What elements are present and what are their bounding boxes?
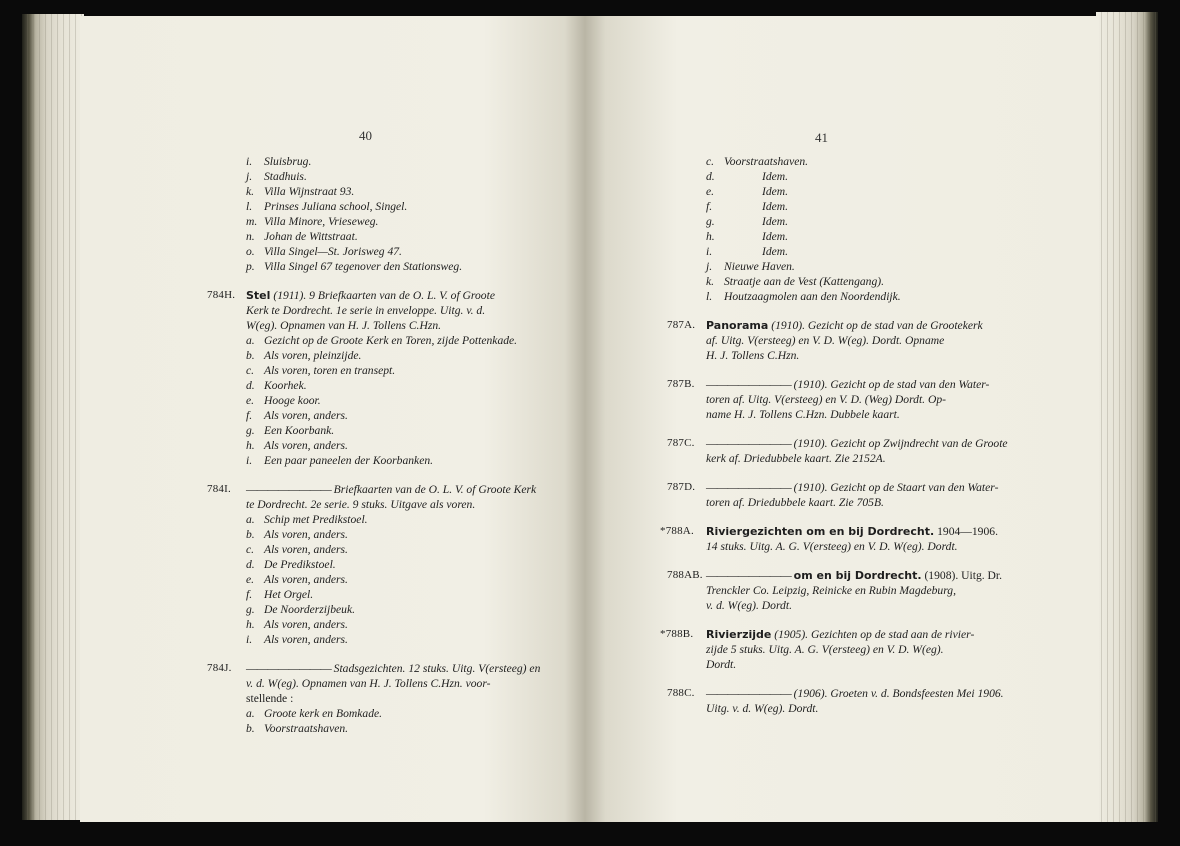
list-item-text: Idem. bbox=[762, 230, 789, 243]
list-item-letter: h. bbox=[246, 439, 255, 452]
list-item-letter: l. bbox=[246, 200, 253, 213]
list-item-letter: l. bbox=[706, 290, 713, 303]
list-item-letter: b. bbox=[246, 349, 255, 362]
entry-line: toren af. Uitg. V(ersteeg) en V. D. (Weg) Dordt. Op- bbox=[706, 393, 946, 406]
list-item-text: Als voren, anders. bbox=[264, 633, 348, 646]
entry-line: af. Uitg. V(ersteeg) en V. D. W(eg). Dordt. Opname bbox=[706, 334, 945, 347]
list-item bbox=[164, 572, 549, 587]
list-item-text: Idem. bbox=[762, 185, 789, 198]
list-item-text: Als voren, anders. bbox=[264, 439, 348, 452]
list-item bbox=[164, 617, 549, 632]
entry-line: (1910). Gezicht op de Staart van den Water- bbox=[793, 481, 999, 494]
list-item bbox=[164, 632, 549, 647]
list-item-letter: o. bbox=[246, 245, 255, 258]
list-item-letter: f. bbox=[246, 588, 253, 601]
entry-title: Stel bbox=[246, 289, 271, 302]
list-item-text: De Predikstoel. bbox=[264, 558, 336, 571]
entry-dash: ———————— bbox=[246, 483, 331, 496]
list-item-text: Hooge koor. bbox=[264, 394, 321, 407]
list-item-text: Koorhek. bbox=[264, 379, 307, 392]
list-item-letter: h. bbox=[706, 230, 715, 243]
list-item-text: Een Koorbank. bbox=[264, 424, 335, 437]
entry-line: Stadsgezichten. 12 stuks. Uitg. V(ersteeg) en bbox=[333, 662, 541, 675]
list-item-text: Als voren, anders. bbox=[264, 543, 348, 556]
list-item bbox=[624, 169, 1010, 184]
list-item-text: Een paar paneelen der Koorbanken. bbox=[264, 454, 434, 467]
list-item-text: Als voren, pleinzijde. bbox=[264, 349, 362, 362]
list-item bbox=[624, 199, 1010, 214]
list-item-letter: d. bbox=[246, 558, 255, 571]
list-item-letter: k. bbox=[706, 275, 715, 288]
list-item-text: Gezicht op de Groote Kerk en Toren, zijde Pottenkade. bbox=[264, 334, 518, 347]
entry-title: Riviergezichten om en bij Dordrecht. bbox=[706, 525, 935, 538]
list-item-text: Johan de Wittstraat. bbox=[264, 230, 358, 243]
list-item bbox=[164, 602, 549, 617]
list-item bbox=[164, 393, 549, 408]
list-item-letter: f. bbox=[246, 409, 253, 422]
list-item-text: Als voren, anders. bbox=[264, 409, 348, 422]
list-item-text: Idem. bbox=[762, 215, 789, 228]
list-item-text: Voorstraatshaven. bbox=[264, 722, 349, 735]
list-item bbox=[164, 169, 549, 184]
list-item-text: De Noorderzijbeuk. bbox=[264, 603, 356, 616]
list-item bbox=[164, 244, 549, 259]
list-item-letter: i. bbox=[706, 245, 713, 258]
entry-788c bbox=[624, 686, 1010, 716]
list-item-text: Sluisbrug. bbox=[264, 155, 312, 168]
entry-line: (1910). Gezicht op de stad van de Grootekerk bbox=[771, 319, 983, 332]
entry-line: Briefkaarten van de O. L. V. of Groote Kerk bbox=[333, 483, 537, 496]
list-item-letter: i. bbox=[246, 454, 253, 467]
list-item-letter: g. bbox=[706, 215, 715, 228]
list-item bbox=[164, 587, 549, 602]
list-item bbox=[164, 408, 549, 423]
left-page-edges bbox=[22, 14, 84, 820]
list-item bbox=[164, 453, 549, 468]
list-item-letter: i. bbox=[246, 633, 253, 646]
list-item bbox=[164, 706, 549, 721]
list-item-letter: c. bbox=[246, 364, 255, 377]
entry-code: 787B. bbox=[667, 378, 695, 390]
entry-line: (1911). 9 Briefkaarten van de O. L. V. of Groote bbox=[273, 289, 495, 302]
list-item-letter: c. bbox=[706, 155, 715, 168]
entry-787c bbox=[624, 436, 1010, 466]
entry-line: zijde 5 stuks. Uitg. A. G. V(ersteeg) en V. D. W(eg). bbox=[706, 643, 944, 656]
entry-line: 14 stuks. Uitg. A. G. V(ersteeg) en V. D. W(eg). Dordt. bbox=[706, 540, 958, 553]
list-item-letter: i. bbox=[246, 155, 253, 168]
list-item bbox=[164, 438, 549, 453]
list-item-text: Idem. bbox=[762, 200, 789, 213]
list-item bbox=[164, 378, 549, 393]
entry-787d bbox=[624, 480, 1010, 510]
entry-788a bbox=[624, 524, 1010, 554]
entry-code: 787D. bbox=[667, 481, 696, 493]
list-item-letter: d. bbox=[706, 170, 715, 183]
list-item-text: Villa Minore, Vrieseweg. bbox=[264, 215, 379, 228]
list-item bbox=[624, 184, 1010, 199]
list-item-letter: c. bbox=[246, 543, 255, 556]
list-item bbox=[164, 259, 549, 274]
list-item-letter: g. bbox=[246, 603, 255, 616]
list-item bbox=[164, 199, 549, 214]
list-item-letter: g. bbox=[246, 424, 255, 437]
list-item-text: Groote kerk en Bomkade. bbox=[264, 707, 383, 720]
entry-line: (1905). Gezichten op de stad aan de rivier- bbox=[774, 628, 975, 641]
list-item bbox=[624, 214, 1010, 229]
list-item-letter: p. bbox=[246, 260, 255, 273]
entry-code: 784I. bbox=[207, 483, 231, 495]
list-item-text: Voorstraatshaven. bbox=[724, 155, 809, 168]
left-page-number: 40 bbox=[359, 128, 372, 143]
entry-787a bbox=[624, 318, 1010, 363]
list-item bbox=[164, 542, 549, 557]
list-item-letter: n. bbox=[246, 230, 255, 243]
entry-line: Uitg. v. d. W(eg). Dordt. bbox=[706, 702, 819, 715]
entry-code: 787A. bbox=[667, 319, 696, 331]
entry-line: name H. J. Tollens C.Hzn. Dubbele kaart. bbox=[706, 408, 900, 421]
entry-dash: ———————— bbox=[706, 569, 791, 582]
list-item bbox=[164, 557, 549, 572]
list-item-letter: e. bbox=[246, 394, 255, 407]
entry-784i bbox=[164, 482, 549, 512]
right-page-edges bbox=[1096, 12, 1158, 822]
entry-line: te Dordrecht. 2e serie. 9 stuks. Uitgave als voren. bbox=[246, 498, 476, 511]
left-page-content bbox=[164, 154, 549, 736]
entry-line: stellende : bbox=[246, 692, 294, 705]
list-item bbox=[624, 274, 1010, 289]
entry-line: v. d. W(eg). Opnamen van H. J. Tollens C.Hzn. voor- bbox=[246, 677, 491, 690]
list-item-letter: e. bbox=[246, 573, 255, 586]
entry-784j bbox=[164, 661, 549, 706]
entry-dash: ———————— bbox=[706, 378, 791, 391]
list-item-letter: d. bbox=[246, 379, 255, 392]
list-item-text: Als voren, anders. bbox=[264, 618, 348, 631]
list-item-letter: b. bbox=[246, 722, 255, 735]
list-item bbox=[164, 154, 549, 169]
entry-dash: ———————— bbox=[706, 437, 791, 450]
list-item bbox=[164, 363, 549, 378]
entry-code: *788B. bbox=[660, 628, 694, 640]
list-item-letter: m. bbox=[246, 215, 258, 228]
entry-line: (1910). Gezicht op Zwijndrecht van de Groote bbox=[793, 437, 1008, 450]
list-item-text: Idem. bbox=[762, 170, 789, 183]
list-item-letter: a. bbox=[246, 334, 255, 347]
entry-dash: ———————— bbox=[706, 481, 791, 494]
list-item-letter: b. bbox=[246, 528, 255, 541]
entry-line: Dordt. bbox=[706, 658, 737, 671]
entry-line: (1910). Gezicht op de stad van den Water- bbox=[793, 378, 990, 391]
list-item-letter: k. bbox=[246, 185, 255, 198]
list-item-text: Als voren, anders. bbox=[264, 528, 348, 541]
entry-line: v. d. W(eg). Dordt. bbox=[706, 599, 792, 612]
list-item-text: Het Orgel. bbox=[264, 588, 314, 601]
entry-line: toren af. Driedubbele kaart. Zie 705B. bbox=[706, 496, 884, 509]
list-item-text: Idem. bbox=[762, 245, 789, 258]
list-item bbox=[164, 423, 549, 438]
entry-line: (1906). Groeten v. d. Bondsfeesten Mei 1906. bbox=[793, 687, 1004, 700]
list-item-text: Prinses Juliana school, Singel. bbox=[264, 200, 408, 213]
entry-code: *788A. bbox=[660, 525, 694, 537]
entry-dash: ———————— bbox=[706, 687, 791, 700]
entry-788ab bbox=[624, 568, 1010, 613]
list-item-text: Villa Singel—St. Jorisweg 47. bbox=[264, 245, 402, 258]
list-item bbox=[164, 348, 549, 363]
list-item bbox=[624, 244, 1010, 259]
list-item bbox=[164, 229, 549, 244]
list-item bbox=[164, 184, 549, 199]
entry-line: 1904—1906. bbox=[937, 525, 998, 538]
entry-title: Rivierzijde bbox=[706, 628, 772, 641]
entry-787b bbox=[624, 377, 1010, 422]
list-item-text: Villa Singel 67 tegenover den Stationsweg. bbox=[264, 260, 463, 273]
entry-line: kerk af. Driedubbele kaart. Zie 2152A. bbox=[706, 452, 886, 465]
list-item-letter: a. bbox=[246, 707, 255, 720]
list-item-text: Schip met Predikstoel. bbox=[264, 513, 368, 526]
entry-title: om en bij Dordrecht. bbox=[793, 569, 922, 582]
right-page-content bbox=[624, 154, 1010, 716]
list-item-letter: h. bbox=[246, 618, 255, 631]
entry-code: 787C. bbox=[667, 437, 695, 449]
entry-line: (1908). Uitg. Dr. bbox=[924, 569, 1003, 582]
list-item-text: Villa Wijnstraat 93. bbox=[264, 185, 355, 198]
list-item-letter: f. bbox=[706, 200, 713, 213]
list-item bbox=[164, 527, 549, 542]
entry-line: H. J. Tollens C.Hzn. bbox=[706, 349, 800, 362]
entry-line: Kerk te Dordrecht. 1e serie in enveloppe. Uitg. v. d. bbox=[246, 304, 486, 317]
list-item bbox=[164, 214, 549, 229]
list-item bbox=[624, 259, 1010, 274]
list-item-text: Als voren, anders. bbox=[264, 573, 348, 586]
entry-code: 784H. bbox=[207, 289, 236, 301]
list-item-text: Als voren, toren en transept. bbox=[264, 364, 396, 377]
entry-784h bbox=[164, 288, 549, 333]
list-item-text: Straatje aan de Vest (Kattengang). bbox=[724, 275, 885, 288]
entry-line: Trenckler Co. Leipzig, Reinicke en Rubin Magdeburg, bbox=[706, 584, 956, 597]
list-item-text: Nieuwe Haven. bbox=[724, 260, 795, 273]
list-item bbox=[164, 333, 549, 348]
list-item-letter: e. bbox=[706, 185, 715, 198]
entry-code: 788C. bbox=[667, 687, 695, 699]
right-page-number: 41 bbox=[815, 130, 828, 145]
list-item bbox=[164, 512, 549, 527]
entry-788b bbox=[624, 627, 1010, 672]
list-item bbox=[624, 289, 1010, 304]
list-item-letter: j. bbox=[706, 260, 713, 273]
entry-title: Panorama bbox=[706, 319, 769, 332]
entry-code: 784J. bbox=[207, 662, 232, 674]
list-item-text: Stadhuis. bbox=[264, 170, 307, 183]
list-item bbox=[164, 721, 549, 736]
entry-line: W(eg). Opnamen van H. J. Tollens C.Hzn. bbox=[246, 319, 442, 332]
list-item-letter: a. bbox=[246, 513, 255, 526]
entry-code: 788AB. bbox=[667, 569, 703, 581]
list-item-text: Houtzaagmolen aan den Noordendijk. bbox=[724, 290, 901, 303]
list-item bbox=[624, 229, 1010, 244]
list-item-letter: j. bbox=[246, 170, 253, 183]
entry-dash: ———————— bbox=[246, 662, 331, 675]
list-item bbox=[624, 154, 1010, 169]
